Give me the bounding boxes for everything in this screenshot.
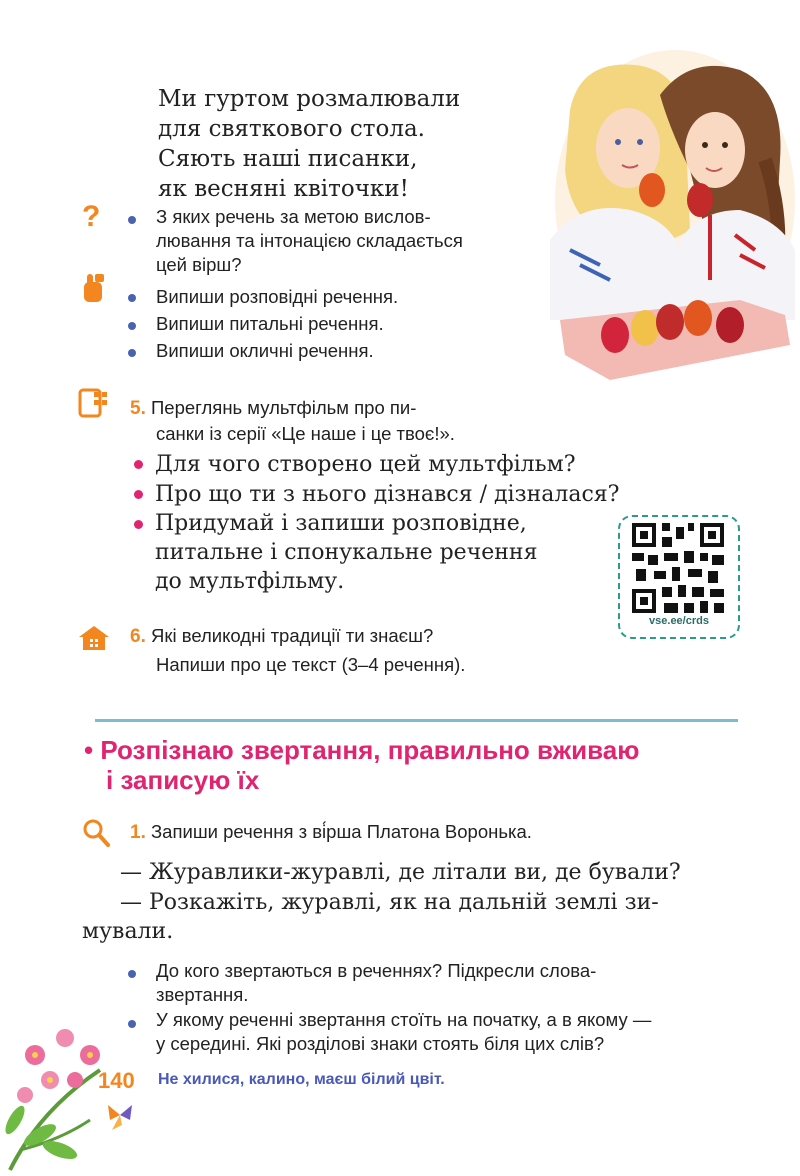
- poem: [158, 84, 538, 204]
- task-6: [130, 624, 570, 677]
- qr-caption[interactable]: vse.ee/crds: [649, 615, 709, 627]
- list-item: Випиши розповідні речення.: [156, 286, 399, 307]
- task-text: санки із серії «Це наше і це твоє!».: [156, 423, 455, 444]
- poem-line: для святкового стола.: [158, 116, 425, 142]
- task-5: [130, 395, 550, 446]
- list-item-line: До кого звертаються в реченнях? Підкресли слова-: [156, 960, 597, 981]
- question-line: лювання та інтонацією складається: [156, 230, 463, 251]
- question-line: З яких речень за метою вислов-: [156, 206, 431, 227]
- bullet-icon: [128, 970, 136, 978]
- poem-line: як весняні квіточки!: [158, 176, 409, 202]
- quote-line: мували.: [82, 919, 174, 944]
- quote-line: — Розкажіть, журавлі, як на дальній землі зи-: [120, 890, 659, 915]
- heading-line: і записую їх: [106, 765, 260, 795]
- list-item-line: звертання.: [156, 984, 249, 1005]
- task-number: 1.: [130, 822, 146, 843]
- question-text: [156, 205, 546, 277]
- footer-proverb: Не хилися, калино, маєш білий цвіт.: [158, 1071, 445, 1088]
- section-heading: [84, 735, 764, 795]
- floral-branch-decoration: [0, 1020, 140, 1176]
- task-text: Напиши про це текст (3–4 речення).: [156, 654, 466, 675]
- bullet-icon: [134, 490, 143, 499]
- poem-line: Ми гуртом розмалювали: [158, 86, 461, 112]
- task-number: 5.: [130, 398, 146, 419]
- list-item: Про що ти з нього дізнався / дізналася?: [155, 482, 620, 507]
- list-item-line: у середині. Які розділові знаки стоять біля цих слів?: [156, 1033, 605, 1054]
- question-mark-icon: ?: [82, 200, 101, 233]
- bullet-icon: [134, 460, 143, 469]
- task-number: 6.: [130, 626, 146, 647]
- qr-code-icon: [632, 523, 724, 613]
- list-item: [155, 509, 575, 596]
- task-text: Які великодні традиції ти знаєш?: [151, 625, 434, 646]
- bullet-icon: [128, 349, 136, 357]
- list-item-line: до мультфільму.: [155, 569, 345, 594]
- writing-hand-icon: [82, 272, 108, 309]
- task-text: Переглянь мультфільм про пи-: [151, 397, 417, 418]
- bullet-icon: [128, 294, 136, 302]
- bullet-icon: [128, 216, 136, 224]
- list-item-line: питальне і спонукальне речення: [155, 540, 538, 565]
- page-number: 140: [98, 1068, 135, 1093]
- list-item: Для чого створено цей мультфільм?: [155, 452, 576, 477]
- quote-line: — Журавлики-журавлі, де літали ви, де бували?: [120, 860, 681, 885]
- girls-with-pysanky-illustration: [540, 50, 795, 385]
- home-icon: [77, 625, 111, 656]
- list-item: Випиши питальні речення.: [156, 313, 384, 334]
- list-item: [156, 1008, 756, 1056]
- bullet-icon: [128, 322, 136, 330]
- list-item-line: Придумай і запиши розповідне,: [155, 511, 527, 536]
- list-item: [156, 959, 756, 1007]
- qr-scan-phone-icon: [78, 388, 110, 423]
- list-item-line: У якому реченні звертання стоїть на початку, а в якому —: [156, 1009, 652, 1030]
- task-1: [130, 820, 532, 845]
- question-line: цей вірш?: [156, 254, 242, 275]
- magnifier-icon: [82, 818, 110, 853]
- heading-line: • Розпізнаю звертання, правильно вживаю: [84, 735, 640, 765]
- poem-line: Сяють наші писанки,: [158, 146, 418, 172]
- list-item: Випиши окличні речення.: [156, 340, 374, 361]
- section-divider: [95, 719, 738, 722]
- bullet-icon: [134, 520, 143, 529]
- task-text: Запиши речення з ві́рша Платона Воронька.: [151, 821, 532, 842]
